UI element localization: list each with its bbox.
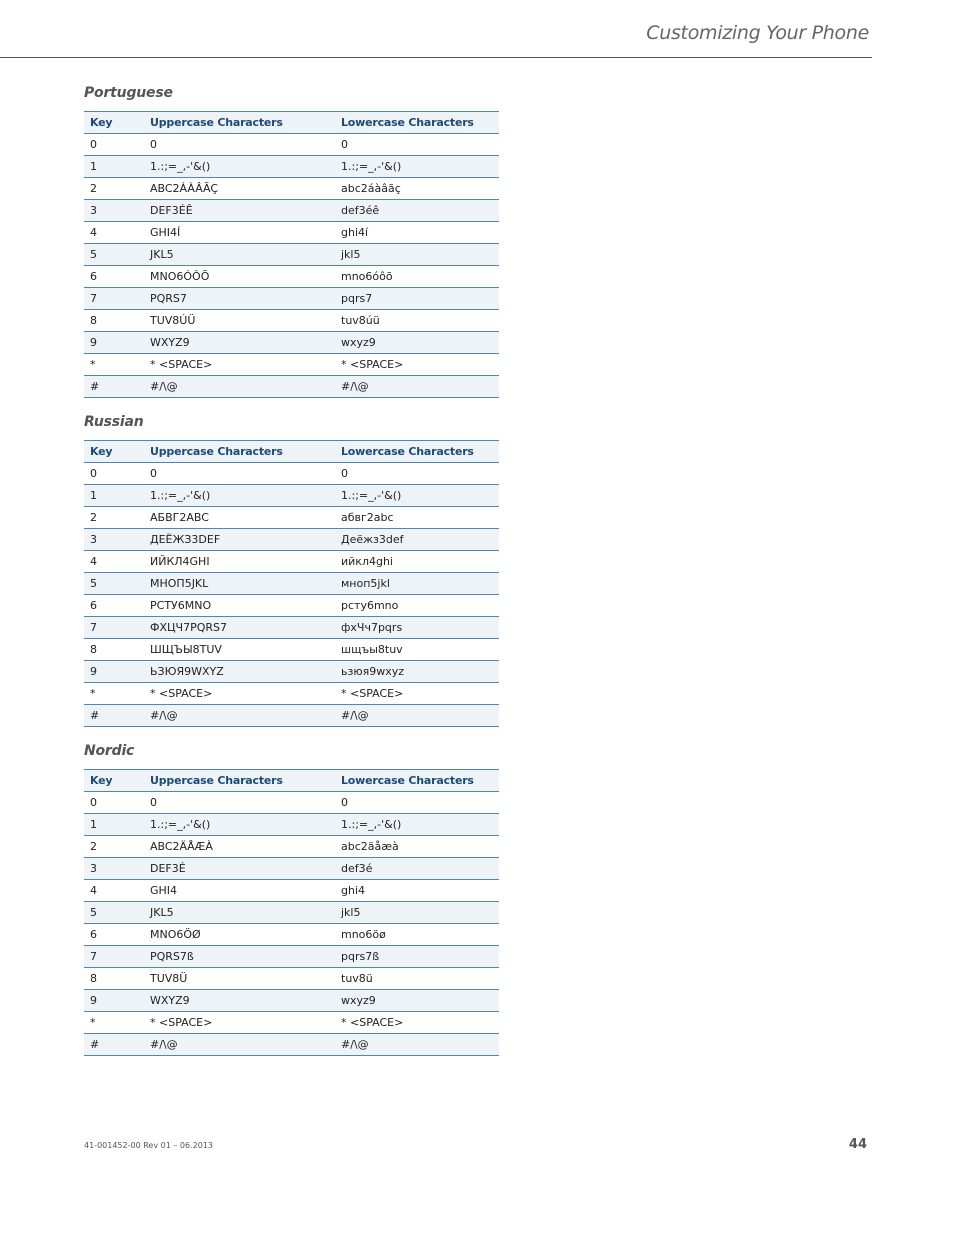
cell-key: 2 <box>84 507 144 529</box>
cell-key: 5 <box>84 244 144 266</box>
table-row <box>84 792 499 814</box>
column-header-key: Key <box>84 441 144 463</box>
cell-key: 4 <box>84 880 144 902</box>
cell-lowercase: 0 <box>335 463 499 485</box>
table-row <box>84 836 499 858</box>
cell-lowercase: * <SPACE> <box>335 683 499 705</box>
cell-lowercase: 0 <box>335 134 499 156</box>
cell-lowercase: * <SPACE> <box>335 354 499 376</box>
table-row <box>84 134 499 156</box>
cell-key: 0 <box>84 134 144 156</box>
cell-uppercase: 1.:;=_,-'&() <box>144 485 335 507</box>
cell-uppercase: ФХЦЧ7PQRS7 <box>144 617 335 639</box>
cell-lowercase: фхЧч7pqrs <box>335 617 499 639</box>
cell-key: * <box>84 354 144 376</box>
table-row <box>84 1034 499 1056</box>
table-row <box>84 354 499 376</box>
cell-key: # <box>84 705 144 727</box>
table-row <box>84 683 499 705</box>
cell-lowercase: #/\@ <box>335 1034 499 1056</box>
cell-key: 2 <box>84 836 144 858</box>
cell-uppercase: PQRS7 <box>144 288 335 310</box>
cell-uppercase: ABC2ÁÀÂÃÇ <box>144 178 335 200</box>
table-row <box>84 244 499 266</box>
cell-key: 9 <box>84 661 144 683</box>
cell-lowercase: 1.:;=_,-'&() <box>335 485 499 507</box>
cell-lowercase: abc2äåæà <box>335 836 499 858</box>
table-header-row <box>84 441 499 463</box>
cell-key: 3 <box>84 200 144 222</box>
page-header-title: Customizing Your Phone <box>646 22 869 44</box>
header-rule <box>0 57 872 58</box>
table-row <box>84 485 499 507</box>
column-header-lowercase: Lowercase Characters <box>335 112 499 134</box>
cell-lowercase: pqrs7 <box>335 288 499 310</box>
character-table <box>84 769 499 1056</box>
cell-lowercase: ghi4í <box>335 222 499 244</box>
cell-lowercase: def3éê <box>335 200 499 222</box>
footer-document-id: 41-001452-00 Rev 01 – 06.2013 <box>84 1141 213 1150</box>
table-row <box>84 310 499 332</box>
cell-key: 9 <box>84 332 144 354</box>
cell-lowercase: ьзюя9wxyz <box>335 661 499 683</box>
table-row <box>84 705 499 727</box>
section-title: Portuguese <box>84 85 173 101</box>
cell-uppercase: PQRS7ß <box>144 946 335 968</box>
cell-key: 0 <box>84 792 144 814</box>
cell-lowercase: jkl5 <box>335 244 499 266</box>
cell-uppercase: TUV8ÚÜ <box>144 310 335 332</box>
cell-lowercase: 1.:;=_,-'&() <box>335 814 499 836</box>
cell-key: 1 <box>84 814 144 836</box>
cell-uppercase: РСТУ6MNO <box>144 595 335 617</box>
section-title: Nordic <box>84 743 135 759</box>
table-row <box>84 156 499 178</box>
cell-lowercase: jkl5 <box>335 902 499 924</box>
cell-lowercase: abc2áàâãç <box>335 178 499 200</box>
table-row <box>84 529 499 551</box>
column-header-uppercase: Uppercase Characters <box>144 441 335 463</box>
cell-key: 0 <box>84 463 144 485</box>
cell-lowercase: wxyz9 <box>335 332 499 354</box>
column-header-key: Key <box>84 770 144 792</box>
character-table <box>84 111 499 398</box>
cell-key: 1 <box>84 156 144 178</box>
cell-lowercase: #/\@ <box>335 376 499 398</box>
cell-uppercase: 0 <box>144 792 335 814</box>
table-row <box>84 617 499 639</box>
cell-key: 7 <box>84 288 144 310</box>
table-row <box>84 332 499 354</box>
table-row <box>84 376 499 398</box>
table-header-row <box>84 112 499 134</box>
cell-key: 2 <box>84 178 144 200</box>
column-header-lowercase: Lowercase Characters <box>335 441 499 463</box>
cell-lowercase: wxyz9 <box>335 990 499 1012</box>
cell-uppercase: ДЕЁЖЗ3DEF <box>144 529 335 551</box>
section-portuguese <box>84 84 499 398</box>
cell-key: 7 <box>84 946 144 968</box>
cell-uppercase: MNO6ÓÔÕ <box>144 266 335 288</box>
cell-uppercase: 0 <box>144 134 335 156</box>
cell-key: 8 <box>84 639 144 661</box>
cell-lowercase: мноп5jkl <box>335 573 499 595</box>
cell-uppercase: ШЩЪЫ8TUV <box>144 639 335 661</box>
cell-lowercase: абвг2abc <box>335 507 499 529</box>
cell-key: 7 <box>84 617 144 639</box>
table-row <box>84 858 499 880</box>
cell-uppercase: * <SPACE> <box>144 683 335 705</box>
cell-uppercase: JKL5 <box>144 902 335 924</box>
cell-uppercase: JKL5 <box>144 244 335 266</box>
table-row <box>84 595 499 617</box>
cell-uppercase: 1.:;=_,-'&() <box>144 156 335 178</box>
section-title: Russian <box>84 414 144 430</box>
cell-lowercase: def3é <box>335 858 499 880</box>
table-row <box>84 200 499 222</box>
cell-key: 1 <box>84 485 144 507</box>
cell-uppercase: DEF3É <box>144 858 335 880</box>
cell-lowercase: рсту6mno <box>335 595 499 617</box>
cell-lowercase: mno6óôõ <box>335 266 499 288</box>
table-row <box>84 902 499 924</box>
table-row <box>84 639 499 661</box>
cell-key: 6 <box>84 924 144 946</box>
cell-uppercase: MNO6ÖØ <box>144 924 335 946</box>
table-row <box>84 1012 499 1034</box>
cell-key: 4 <box>84 551 144 573</box>
cell-key: # <box>84 1034 144 1056</box>
cell-uppercase: DEF3ÉÊ <box>144 200 335 222</box>
cell-uppercase: GHI4Í <box>144 222 335 244</box>
cell-lowercase: ghi4 <box>335 880 499 902</box>
cell-lowercase: tuv8ü <box>335 968 499 990</box>
table-row <box>84 990 499 1012</box>
cell-uppercase: #/\@ <box>144 705 335 727</box>
cell-key: 4 <box>84 222 144 244</box>
cell-lowercase: шщъы8tuv <box>335 639 499 661</box>
cell-key: 8 <box>84 310 144 332</box>
cell-lowercase: 0 <box>335 792 499 814</box>
cell-lowercase: pqrs7ß <box>335 946 499 968</box>
cell-uppercase: * <SPACE> <box>144 1012 335 1034</box>
cell-lowercase: ийкл4ghi <box>335 551 499 573</box>
cell-uppercase: 1.:;=_,-'&() <box>144 814 335 836</box>
cell-key: * <box>84 1012 144 1034</box>
cell-lowercase: tuv8úü <box>335 310 499 332</box>
table-row <box>84 288 499 310</box>
table-row <box>84 880 499 902</box>
cell-uppercase: #/\@ <box>144 376 335 398</box>
cell-uppercase: #/\@ <box>144 1034 335 1056</box>
cell-uppercase: TUV8Ü <box>144 968 335 990</box>
column-header-uppercase: Uppercase Characters <box>144 112 335 134</box>
cell-uppercase: WXYZ9 <box>144 332 335 354</box>
cell-key: 9 <box>84 990 144 1012</box>
cell-uppercase: ЬЗЮЯ9WXYZ <box>144 661 335 683</box>
section-russian <box>84 413 499 727</box>
cell-key: 6 <box>84 595 144 617</box>
character-table <box>84 440 499 727</box>
cell-key: # <box>84 376 144 398</box>
cell-uppercase: ABC2ÄÅÆÀ <box>144 836 335 858</box>
table-row <box>84 551 499 573</box>
section-nordic <box>84 742 499 1056</box>
cell-key: 5 <box>84 573 144 595</box>
table-row <box>84 573 499 595</box>
table-row <box>84 222 499 244</box>
table-row <box>84 661 499 683</box>
cell-uppercase: МНОП5JKL <box>144 573 335 595</box>
column-header-key: Key <box>84 112 144 134</box>
table-row <box>84 814 499 836</box>
table-row <box>84 968 499 990</box>
cell-lowercase: mno6öø <box>335 924 499 946</box>
column-header-uppercase: Uppercase Characters <box>144 770 335 792</box>
cell-uppercase: WXYZ9 <box>144 990 335 1012</box>
cell-lowercase: * <SPACE> <box>335 1012 499 1034</box>
footer-page-number: 44 <box>848 1137 867 1152</box>
cell-key: 8 <box>84 968 144 990</box>
cell-lowercase: 1.:;=_,-'&() <box>335 156 499 178</box>
cell-lowercase: #/\@ <box>335 705 499 727</box>
cell-key: 3 <box>84 529 144 551</box>
column-header-lowercase: Lowercase Characters <box>335 770 499 792</box>
cell-key: 3 <box>84 858 144 880</box>
table-row <box>84 463 499 485</box>
table-row <box>84 924 499 946</box>
table-row <box>84 946 499 968</box>
table-header-row <box>84 770 499 792</box>
cell-uppercase: АБВГ2ABC <box>144 507 335 529</box>
cell-key: 6 <box>84 266 144 288</box>
cell-uppercase: ИЙКЛ4GHI <box>144 551 335 573</box>
cell-key: * <box>84 683 144 705</box>
table-row <box>84 507 499 529</box>
table-row <box>84 266 499 288</box>
cell-lowercase: Деёжз3def <box>335 529 499 551</box>
cell-uppercase: GHI4 <box>144 880 335 902</box>
cell-uppercase: 0 <box>144 463 335 485</box>
cell-key: 5 <box>84 902 144 924</box>
cell-uppercase: * <SPACE> <box>144 354 335 376</box>
table-row <box>84 178 499 200</box>
